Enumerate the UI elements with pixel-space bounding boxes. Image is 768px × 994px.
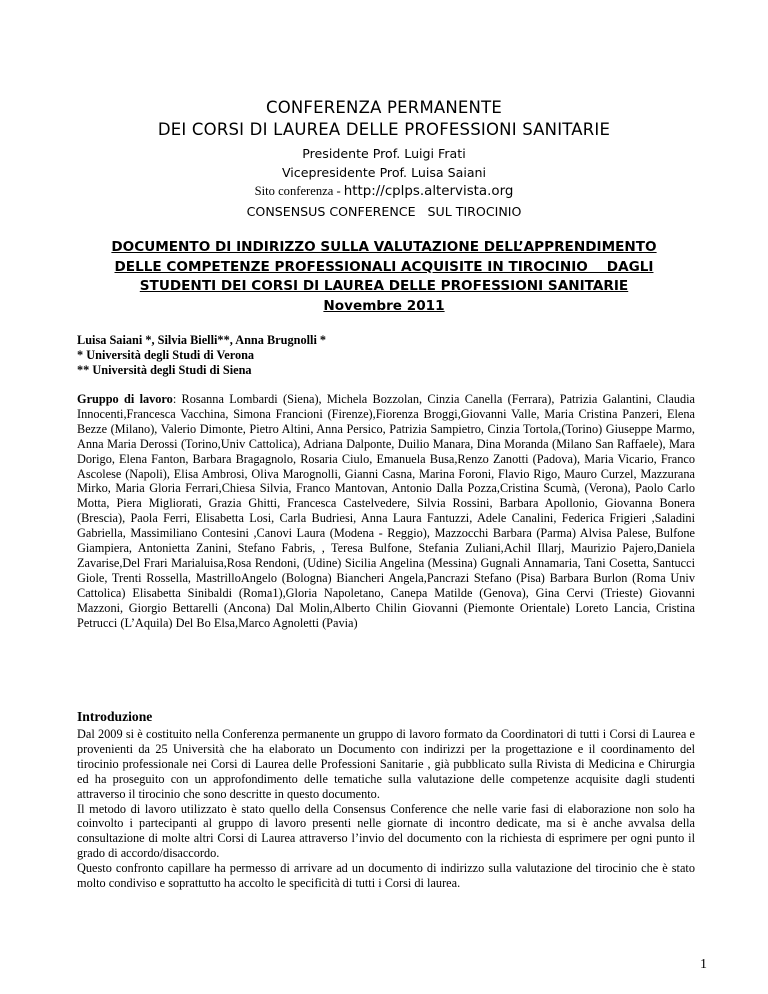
intro-paragraph-2: Il metodo di lavoro utilizzato è stato quello della Consensus Conference che nelle varie fasi di elaborazione non solo ha coinvolto i partecipanti al gruppo di lavoro presenti nelle giornate di incontro dedicate, ma si è anche avvalsa della consultazione di molte altri Corsi di Laurea attraverso l’invio del documento con la richiesta di esprimere per ogni punto il grado di accordo/disaccordo. bbox=[77, 801, 695, 861]
conference-title bbox=[0, 97, 768, 141]
affiliation-siena: ** Università degli Studi di Siena bbox=[77, 362, 252, 377]
president-line: Presidente Prof. Luigi Frati bbox=[302, 146, 466, 161]
working-group-label: Gruppo di lavoro bbox=[77, 392, 173, 406]
consensus-line: CONSENSUS CONFERENCE SUL TIROCINIO bbox=[246, 204, 522, 219]
document-date: Novembre 2011 bbox=[323, 297, 445, 314]
document-title bbox=[0, 238, 768, 316]
vice-president-line: Vicepresidente Prof. Luisa Saiani bbox=[281, 165, 487, 180]
intro-paragraph-1: Dal 2009 si è costituito nella Conferenza permanente un gruppo di lavoro formato da Coordinatori di tutti i Corsi di Laurea e provenienti da 25 Università che ha elaborato un Documento con indirizzi per la progettazione e il coordinamento del tirocinio professionale nei Corsi di Laurea delle Professioni Sanitarie , già pubblicato sulla Rivista di Medicina e Chirurgia ed ha proseguito con un approfondimento delle tematiche sulla valutazione delle competenze acquisite dagli studenti attraverso il tirocinio che sono descritte in questo documento. bbox=[77, 727, 695, 801]
conference-title-line1: CONFERENZA PERMANENTE bbox=[265, 98, 502, 117]
document-title-line3: STUDENTI DEI CORSI DI LAUREA DELLE PROFESSIONI SANITARIE bbox=[139, 278, 629, 295]
document-title-line1: DOCUMENTO DI INDIRIZZO SULLA VALUTAZIONE DELL’APPRENDIMENTO bbox=[111, 239, 657, 255]
site-url-link[interactable]: http://cplps.altervista.org bbox=[343, 184, 514, 199]
site-label: Sito conferenza - bbox=[254, 184, 344, 198]
intro-heading: Introduzione bbox=[77, 709, 153, 724]
authors-block bbox=[77, 333, 697, 377]
author-names: Luisa Saiani *, Silvia Bielli**, Anna Brugnolli * bbox=[77, 333, 327, 347]
working-group-paragraph bbox=[77, 392, 695, 631]
page-number: 1 bbox=[700, 957, 707, 972]
document-title-line2: DELLE COMPETENZE PROFESSIONALI ACQUISITE IN TIROCINIO DAGLI bbox=[114, 258, 654, 275]
intro-paragraph-3: Questo confronto capillare ha permesso di arrivare ad un documento di indirizzo sulla valutazione del tirocinio che è stato molto condiviso e soprattutto ha accolto le specificità di tutti i Corsi di laurea. bbox=[77, 861, 695, 891]
affiliation-verona: * Università degli Studi di Verona bbox=[77, 347, 255, 362]
conference-title-line2: DEI CORSI DI LAUREA DELLE PROFESSIONI SANITARIE bbox=[157, 120, 611, 139]
site-line bbox=[0, 183, 768, 200]
intro-body bbox=[77, 727, 695, 891]
working-group-text: : Rosanna Lombardi (Siena), Michela Bozzolan, Cinzia Canella (Ferrara), Patrizia Galantini, Claudia Innocenti,Francesca Vacchina, Simona Francioni (Firenze),Fiorenza Broggi,Giovanni Valle, Maria Cristina Panzeri, Elena Bezze (Milano), Valerio Dimonte, Pietro Altini, Anna Persico, Patrizia Sampietro, Cinzia Tortola,(Torino) Giuseppe Marmo, Anna Maria Derossi (Torino,Univ Cattolica), Adriana Dalponte, Duilio Manara, Dina Moranda (Milano San Raffaele), Mara Dorigo, Elena Fanton, Barbara Bragagnolo, Rosaria Ciulo, Emanuela Busa,Renzo Zanotti (Padova), Maria Vicario, Franco Ascolese (Napoli), Elisa Ambrosi, Oliva Marognolli, Gianni Casna, Marina Foroni, Flavio Rigo, Mauro Curzel, Mazzurana Mirko, Maria Gloria Ferrari,Chiesa Silvia, Franco Mantovan, Antonio Dalla Pozza,Cristina Scumà, (Verona), Paolo Carlo Motta, Piera Migliorati, Grazia Ghitti, Francesca Castelvedere, Silvia Rossini, Barbara Apollonio, Giovanna Bonera (Brescia), Paola Ferri, Elisabetta Losi, Carla Budriesi, Anna Laura Fantuzzi, Adele Canalini, Federica Frigieri ,Saladini Gabriella, Massimiliano Contesini ,Canovi Laura (Modena - Reggio), Mazzocchi Barbara (Parma) Alvisa Palese, Bulfone Giampiera, Antonietta Zanini, Stefano Fabris, , Teresa Bulfone, Stefania Zuliani,Achil Illarj, Maurizio Pajero,Daniela Zavarise,Del Frari Marialuisa,Rosa Rendoni, (Udine) Sicilia Angelina (Messina) Gugnali Annamaria, Tani Cosetta, Santucci Giole, Trenti Rossella, MastrilloAngelo (Bologna) Biancheri Angela,Pancrazi Stefano (Pisa) Barbara Burlon (Roma Univ Cattolica) Elisabetta Sinibaldi (Roma1),Gloria Napoletano, Canepa Matilde (Genova), Gina Cervi (Trieste) Giovanni Mazzoni, Giorgio Bettarelli (Ancona) Dal Molin,Alberto Chilin Giovanni (Piemonte Orientale) Loreto Lancia, Cristina Petrucci (L’Aquila) Del Bo Elsa,Marco Agnoletti (Pavia) bbox=[77, 392, 695, 630]
